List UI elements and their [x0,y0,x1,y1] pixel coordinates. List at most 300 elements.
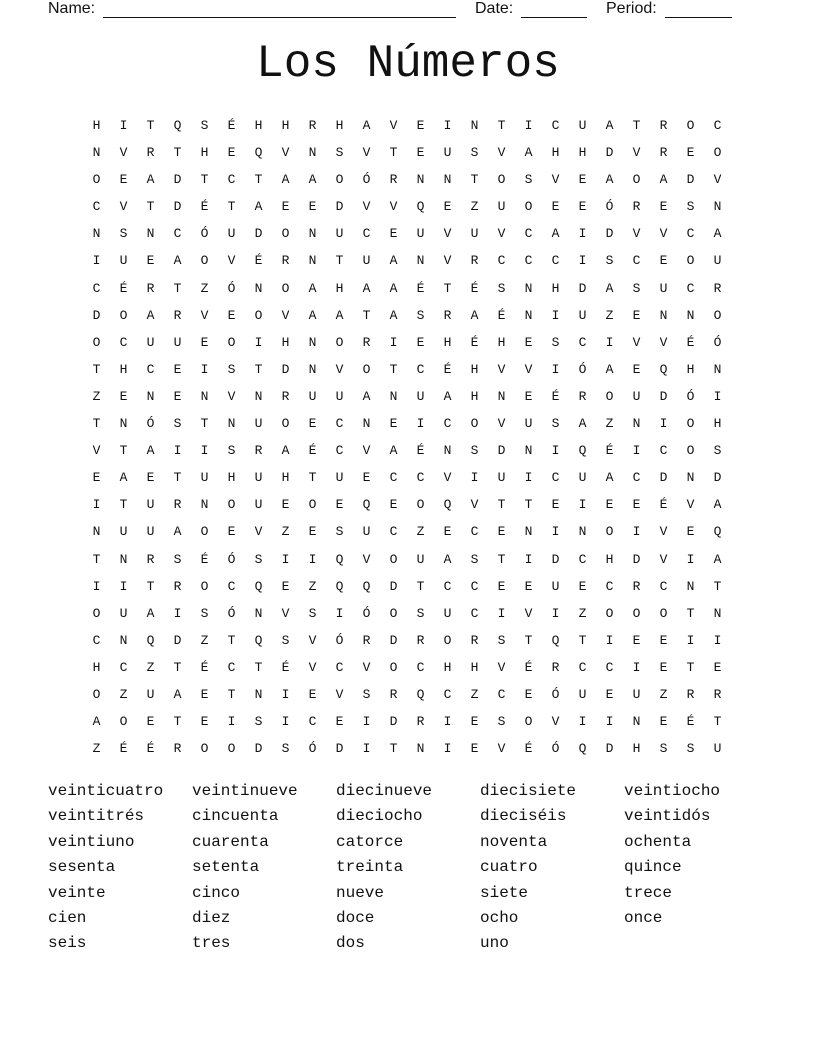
grid-letter[interactable]: D [335,741,344,757]
grid-letter[interactable]: C [443,686,452,702]
grid-letter[interactable]: Q [362,578,371,594]
grid-letter[interactable]: R [578,388,587,404]
grid-letter[interactable]: O [227,741,236,757]
grid-letter[interactable]: R [173,497,182,513]
grid-letter[interactable]: A [119,470,128,486]
grid-letter[interactable]: E [497,524,506,540]
grid-letter[interactable]: I [551,307,560,323]
grid-letter[interactable]: S [470,443,479,459]
grid-letter[interactable]: V [308,632,317,648]
grid-letter[interactable]: O [632,605,641,621]
grid-letter[interactable]: N [497,388,506,404]
grid-letter[interactable]: V [551,714,560,730]
grid-letter[interactable]: R [389,686,398,702]
grid-letter[interactable]: H [470,388,479,404]
grid-letter[interactable]: I [254,334,263,350]
grid-letter[interactable]: S [659,741,668,757]
grid-letter[interactable]: N [524,443,533,459]
grid-letter[interactable]: U [632,686,641,702]
grid-letter[interactable]: O [362,361,371,377]
grid-letter[interactable]: E [119,388,128,404]
grid-letter[interactable]: U [551,578,560,594]
grid-letter[interactable]: U [254,497,263,513]
grid-letter[interactable]: Z [281,524,290,540]
grid-letter[interactable]: I [173,443,182,459]
grid-letter[interactable]: O [92,172,101,188]
grid-letter[interactable]: D [659,470,668,486]
grid-letter[interactable]: T [254,361,263,377]
grid-letter[interactable]: Ó [551,686,560,702]
grid-letter[interactable]: C [227,659,236,675]
grid-letter[interactable]: V [92,443,101,459]
grid-letter[interactable]: E [227,145,236,161]
grid-letter[interactable]: S [524,172,533,188]
grid-letter[interactable]: C [335,443,344,459]
grid-letter[interactable]: S [551,334,560,350]
grid-letter[interactable]: T [227,632,236,648]
grid-letter[interactable]: E [659,714,668,730]
grid-letter[interactable]: E [632,307,641,323]
grid-letter[interactable]: V [659,226,668,242]
grid-letter[interactable]: I [524,551,533,567]
grid-letter[interactable]: T [119,497,128,513]
grid-letter[interactable]: T [227,686,236,702]
grid-letter[interactable]: S [281,632,290,648]
grid-letter[interactable]: I [173,605,182,621]
grid-letter[interactable]: A [578,416,587,432]
grid-letter[interactable]: E [200,334,209,350]
grid-letter[interactable]: É [254,253,263,269]
grid-letter[interactable]: D [173,199,182,215]
grid-letter[interactable]: O [443,632,452,648]
grid-letter[interactable]: E [416,118,425,133]
grid-letter[interactable]: V [227,253,236,269]
grid-letter[interactable]: H [227,470,236,486]
grid-letter[interactable]: V [470,497,479,513]
grid-letter[interactable]: Q [578,741,587,757]
grid-letter[interactable]: C [119,334,128,350]
grid-letter[interactable]: H [254,118,263,133]
grid-letter[interactable]: V [497,226,506,242]
grid-letter[interactable]: Z [92,388,101,404]
grid-letter[interactable]: N [416,741,425,757]
grid-letter[interactable]: É [119,741,128,757]
grid-letter[interactable]: E [713,659,722,675]
grid-letter[interactable]: A [173,253,182,269]
grid-letter[interactable]: A [308,172,317,188]
grid-letter[interactable]: D [335,199,344,215]
grid-letter[interactable]: C [551,253,560,269]
grid-letter[interactable]: N [686,578,695,594]
grid-letter[interactable]: N [524,524,533,540]
grid-letter[interactable]: R [443,307,452,323]
grid-letter[interactable]: C [524,253,533,269]
grid-letter[interactable]: I [443,741,452,757]
grid-letter[interactable]: N [146,226,155,242]
grid-letter[interactable]: O [92,334,101,350]
grid-letter[interactable]: O [524,714,533,730]
grid-letter[interactable]: C [416,470,425,486]
grid-letter[interactable]: I [632,659,641,675]
grid-letter[interactable]: U [146,686,155,702]
grid-letter[interactable]: É [497,307,506,323]
grid-letter[interactable]: V [335,686,344,702]
grid-letter[interactable]: U [146,334,155,350]
grid-letter[interactable]: I [578,253,587,269]
grid-letter[interactable]: É [146,741,155,757]
grid-letter[interactable]: H [632,741,641,757]
grid-letter[interactable]: T [146,199,155,215]
grid-letter[interactable]: V [281,307,290,323]
grid-letter[interactable]: É [416,443,425,459]
grid-letter[interactable]: E [632,497,641,513]
grid-letter[interactable]: D [578,280,587,296]
grid-letter[interactable]: U [173,334,182,350]
grid-letter[interactable]: E [605,686,614,702]
grid-letter[interactable]: U [200,470,209,486]
grid-letter[interactable]: V [308,659,317,675]
grid-letter[interactable]: T [497,118,506,133]
grid-letter[interactable]: N [227,416,236,432]
grid-letter[interactable]: O [281,416,290,432]
grid-letter[interactable]: T [416,578,425,594]
grid-letter[interactable]: E [335,497,344,513]
grid-letter[interactable]: E [686,145,695,161]
grid-letter[interactable]: S [119,226,128,242]
name-field[interactable] [103,17,456,18]
grid-letter[interactable]: N [308,226,317,242]
grid-letter[interactable]: T [173,714,182,730]
grid-letter[interactable]: V [659,524,668,540]
grid-letter[interactable]: I [497,605,506,621]
grid-letter[interactable]: E [389,497,398,513]
grid-letter[interactable]: É [551,388,560,404]
grid-letter[interactable]: H [200,145,209,161]
grid-letter[interactable]: N [416,172,425,188]
grid-letter[interactable]: V [281,145,290,161]
grid-letter[interactable]: Ó [551,741,560,757]
grid-letter[interactable]: I [551,443,560,459]
grid-letter[interactable]: N [200,497,209,513]
grid-letter[interactable]: E [524,334,533,350]
grid-letter[interactable]: N [524,307,533,323]
grid-letter[interactable]: E [524,388,533,404]
grid-letter[interactable]: N [308,253,317,269]
grid-letter[interactable]: O [713,145,722,161]
grid-letter[interactable]: A [335,307,344,323]
grid-letter[interactable]: Q [254,578,263,594]
grid-letter[interactable]: I [281,686,290,702]
grid-letter[interactable]: D [173,632,182,648]
grid-letter[interactable]: S [605,253,614,269]
grid-letter[interactable]: C [686,226,695,242]
grid-letter[interactable]: I [524,118,533,133]
grid-letter[interactable]: A [173,686,182,702]
grid-letter[interactable]: D [713,470,722,486]
grid-letter[interactable]: T [632,118,641,133]
grid-letter[interactable]: U [119,524,128,540]
grid-letter[interactable]: I [362,741,371,757]
grid-letter[interactable]: S [416,605,425,621]
grid-letter[interactable]: Q [416,199,425,215]
grid-letter[interactable]: U [443,145,452,161]
grid-letter[interactable]: H [551,145,560,161]
grid-letter[interactable]: S [254,551,263,567]
grid-letter[interactable]: H [713,416,722,432]
grid-letter[interactable]: U [362,524,371,540]
grid-letter[interactable]: I [470,470,479,486]
grid-letter[interactable]: U [146,524,155,540]
grid-letter[interactable]: T [713,714,722,730]
grid-letter[interactable]: I [92,578,101,594]
grid-letter[interactable]: N [254,280,263,296]
grid-letter[interactable]: T [146,578,155,594]
grid-letter[interactable]: E [227,524,236,540]
grid-letter[interactable]: I [308,551,317,567]
grid-letter[interactable]: O [200,741,209,757]
grid-letter[interactable]: I [632,443,641,459]
grid-letter[interactable]: A [605,118,614,133]
grid-letter[interactable]: E [497,578,506,594]
grid-letter[interactable]: I [281,551,290,567]
grid-letter[interactable]: E [632,632,641,648]
grid-letter[interactable]: C [443,416,452,432]
grid-letter[interactable]: C [605,659,614,675]
grid-letter[interactable]: T [362,307,371,323]
grid-letter[interactable]: H [335,280,344,296]
grid-letter[interactable]: U [443,605,452,621]
grid-letter[interactable]: N [686,307,695,323]
grid-letter[interactable]: O [92,686,101,702]
grid-letter[interactable]: Ó [605,199,614,215]
grid-letter[interactable]: É [308,443,317,459]
grid-letter[interactable]: V [227,388,236,404]
grid-letter[interactable]: V [443,470,452,486]
grid-letter[interactable]: I [119,578,128,594]
grid-letter[interactable]: É [659,497,668,513]
grid-letter[interactable]: É [524,741,533,757]
grid-letter[interactable]: É [281,659,290,675]
grid-letter[interactable]: I [200,443,209,459]
grid-letter[interactable]: D [92,307,101,323]
grid-letter[interactable]: É [119,280,128,296]
grid-letter[interactable]: Ó [227,551,236,567]
grid-letter[interactable]: A [362,280,371,296]
grid-letter[interactable]: T [119,443,128,459]
grid-letter[interactable]: N [308,334,317,350]
grid-letter[interactable]: I [92,253,101,269]
grid-letter[interactable]: É [416,280,425,296]
grid-letter[interactable]: N [443,172,452,188]
grid-letter[interactable]: O [524,199,533,215]
grid-letter[interactable]: A [173,524,182,540]
grid-letter[interactable]: C [227,578,236,594]
grid-letter[interactable]: S [632,280,641,296]
grid-letter[interactable]: I [92,497,101,513]
grid-letter[interactable]: A [713,497,722,513]
grid-letter[interactable]: E [281,497,290,513]
grid-letter[interactable]: Z [200,280,209,296]
grid-letter[interactable]: T [389,145,398,161]
grid-letter[interactable]: U [227,226,236,242]
grid-letter[interactable]: R [551,659,560,675]
grid-letter[interactable]: C [605,578,614,594]
grid-letter[interactable]: R [281,253,290,269]
grid-letter[interactable]: R [389,172,398,188]
grid-letter[interactable]: Q [254,145,263,161]
grid-letter[interactable]: O [200,578,209,594]
grid-letter[interactable]: V [335,361,344,377]
period-field[interactable] [665,17,732,18]
grid-letter[interactable]: É [200,199,209,215]
grid-letter[interactable]: E [524,686,533,702]
grid-letter[interactable]: A [146,307,155,323]
grid-letter[interactable]: E [173,388,182,404]
grid-letter[interactable]: C [578,551,587,567]
grid-letter[interactable]: D [605,226,614,242]
grid-letter[interactable]: V [632,145,641,161]
grid-letter[interactable]: R [713,280,722,296]
grid-letter[interactable]: D [551,551,560,567]
grid-letter[interactable]: R [659,118,668,133]
grid-letter[interactable]: N [578,524,587,540]
grid-letter[interactable]: H [470,361,479,377]
grid-letter[interactable]: S [497,632,506,648]
grid-letter[interactable]: A [281,443,290,459]
grid-letter[interactable]: T [470,172,479,188]
grid-letter[interactable]: C [335,416,344,432]
grid-letter[interactable]: N [713,605,722,621]
grid-letter[interactable]: E [443,524,452,540]
grid-letter[interactable]: U [335,226,344,242]
grid-letter[interactable]: E [578,199,587,215]
grid-letter[interactable]: C [632,253,641,269]
grid-letter[interactable]: Q [335,551,344,567]
grid-letter[interactable]: O [227,334,236,350]
grid-letter[interactable]: I [713,388,722,404]
grid-letter[interactable]: S [686,199,695,215]
grid-letter[interactable]: S [254,714,263,730]
grid-letter[interactable]: O [335,172,344,188]
grid-letter[interactable]: C [92,199,101,215]
grid-letter[interactable]: E [416,145,425,161]
grid-letter[interactable]: V [119,199,128,215]
grid-letter[interactable]: A [605,172,614,188]
grid-letter[interactable]: É [524,659,533,675]
grid-letter[interactable]: O [686,443,695,459]
grid-letter[interactable]: E [173,361,182,377]
grid-letter[interactable]: V [443,253,452,269]
grid-letter[interactable]: N [92,145,101,161]
grid-letter[interactable]: I [362,714,371,730]
grid-letter[interactable]: U [497,199,506,215]
grid-letter[interactable]: S [173,416,182,432]
grid-letter[interactable]: Z [92,741,101,757]
grid-letter[interactable]: O [605,605,614,621]
grid-letter[interactable]: N [659,307,668,323]
grid-letter[interactable]: A [713,226,722,242]
grid-letter[interactable]: T [335,253,344,269]
grid-letter[interactable]: Q [578,443,587,459]
grid-letter[interactable]: C [497,686,506,702]
grid-letter[interactable]: E [335,714,344,730]
grid-letter[interactable]: I [443,118,452,133]
grid-letter[interactable]: E [551,199,560,215]
grid-letter[interactable]: E [659,659,668,675]
grid-letter[interactable]: T [686,605,695,621]
grid-letter[interactable]: E [200,714,209,730]
grid-letter[interactable]: T [173,145,182,161]
grid-letter[interactable]: Q [659,361,668,377]
grid-letter[interactable]: V [659,334,668,350]
grid-letter[interactable]: U [524,416,533,432]
grid-letter[interactable]: U [659,280,668,296]
grid-letter[interactable]: H [92,118,101,133]
grid-letter[interactable]: Ó [146,416,155,432]
grid-letter[interactable]: I [605,714,614,730]
grid-letter[interactable]: Ó [713,334,722,350]
grid-letter[interactable]: A [443,388,452,404]
grid-letter[interactable]: V [200,307,209,323]
grid-letter[interactable]: O [281,226,290,242]
grid-letter[interactable]: H [497,334,506,350]
grid-letter[interactable]: D [686,172,695,188]
grid-letter[interactable]: U [416,226,425,242]
grid-letter[interactable]: U [578,470,587,486]
grid-letter[interactable]: V [659,551,668,567]
grid-letter[interactable]: O [200,524,209,540]
grid-letter[interactable]: N [470,118,479,133]
grid-letter[interactable]: I [686,551,695,567]
grid-letter[interactable]: I [578,226,587,242]
grid-letter[interactable]: U [578,686,587,702]
grid-letter[interactable]: R [416,714,425,730]
grid-letter[interactable]: R [146,145,155,161]
grid-letter[interactable]: R [416,632,425,648]
grid-letter[interactable]: C [308,714,317,730]
grid-letter[interactable]: A [605,470,614,486]
grid-letter[interactable]: O [389,659,398,675]
grid-letter[interactable]: H [605,551,614,567]
grid-letter[interactable]: N [146,388,155,404]
grid-letter[interactable]: E [362,470,371,486]
grid-letter[interactable]: R [254,443,263,459]
grid-letter[interactable]: V [686,497,695,513]
grid-letter[interactable]: Z [416,524,425,540]
grid-letter[interactable]: D [605,741,614,757]
grid-letter[interactable]: V [389,199,398,215]
grid-letter[interactable]: Ó [362,605,371,621]
grid-letter[interactable]: V [119,145,128,161]
grid-letter[interactable]: S [281,741,290,757]
grid-letter[interactable]: Ó [200,226,209,242]
grid-letter[interactable]: D [389,632,398,648]
grid-letter[interactable]: I [551,361,560,377]
grid-letter[interactable]: N [92,524,101,540]
grid-letter[interactable]: E [470,741,479,757]
grid-letter[interactable]: C [524,226,533,242]
grid-letter[interactable]: S [362,686,371,702]
grid-letter[interactable]: E [146,253,155,269]
grid-letter[interactable]: C [551,118,560,133]
grid-letter[interactable]: H [335,118,344,133]
grid-letter[interactable]: T [443,280,452,296]
grid-letter[interactable]: É [200,551,209,567]
grid-letter[interactable]: R [146,280,155,296]
grid-letter[interactable]: C [470,524,479,540]
grid-letter[interactable]: I [281,714,290,730]
grid-letter[interactable]: A [659,172,668,188]
